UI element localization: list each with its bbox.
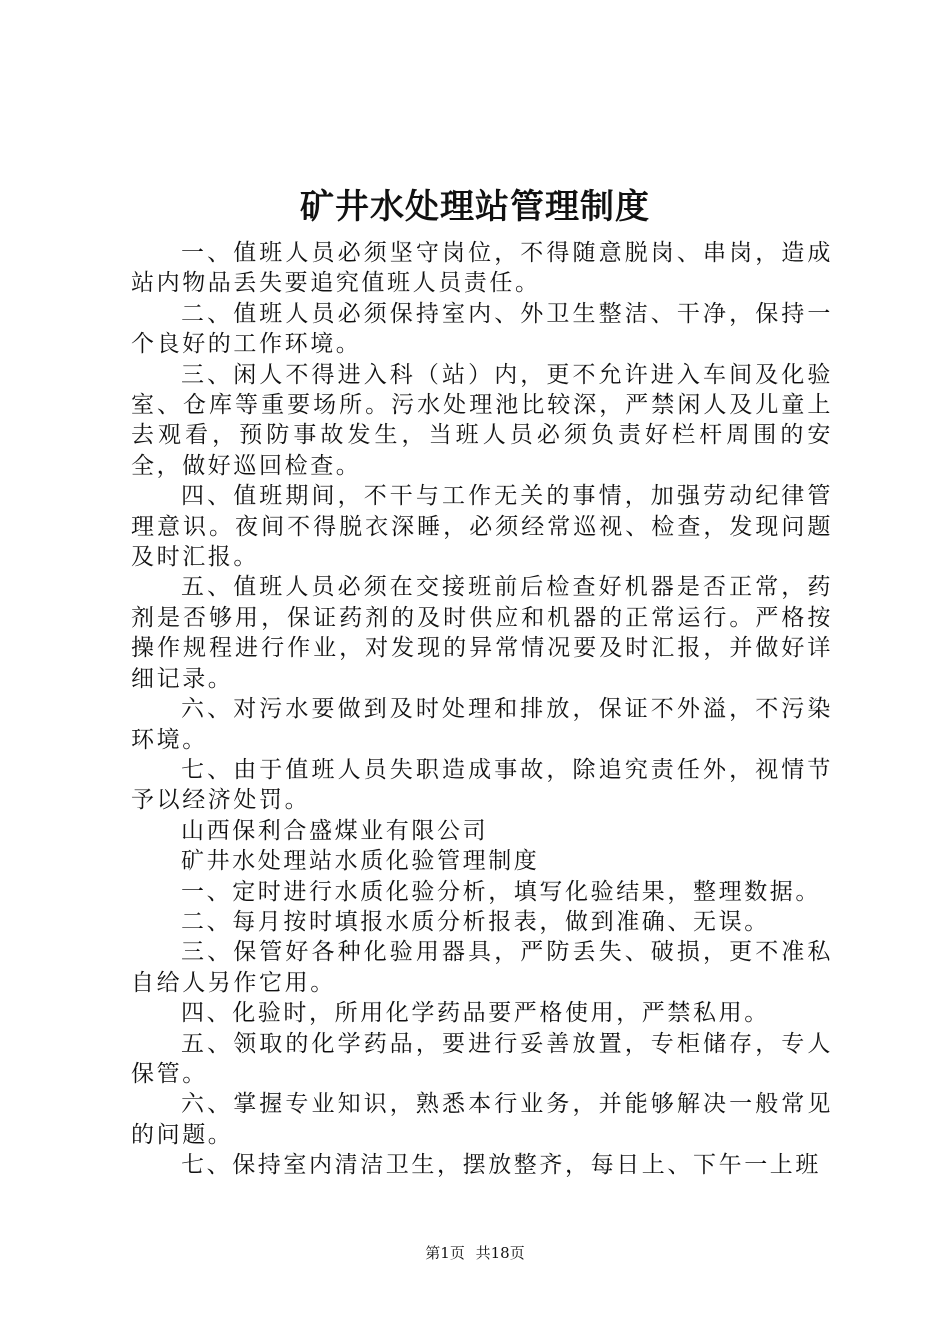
paragraph-12: 五、领取的化学药品，要进行妥善放置，专柜储存，专人保管。: [131, 1030, 833, 1087]
section-heading: 矿井水处理站水质化验管理制度: [181, 848, 540, 875]
document-body: [131, 238, 833, 1181]
paragraph-2: 二、值班人员必须保持室内、外卫生整洁、干净，保持一个良好的工作环境。: [131, 300, 833, 358]
paragraph-11: 四、化验时，所用化学药品要严格使用，严禁私用。: [181, 1000, 770, 1027]
paragraph-13: 六、掌握专业知识，熟悉本行业务，并能够解决一般常见的问题。: [131, 1091, 833, 1148]
paragraph-3: 三、闲人不得进入科（站）内，更不允许进入车间及化验室、仓库等重要场所。污水处理池比较深，严禁闲人及儿童上去观看，预防事故发生，当班人员必须负责好栏杆周围的安全，做好巡回检查。: [131, 361, 833, 479]
paragraph-7: 七、由于值班人员失职造成事故，除追究责任外，视情节予以经济处罚。: [131, 756, 833, 814]
paragraph-9: 二、每月按时填报水质分析报表，做到准确、无误。: [181, 908, 770, 935]
paragraph-8: 一、定时进行水质化验分析，填写化验结果，整理数据。: [181, 878, 821, 905]
paragraph-5: 五、值班人员必须在交接班前后检查好机器是否正常，药剂是否够用，保证药剂的及时供应和机器的正常运行。严格按操作规程进行作业，对发现的异常情况要及时汇报，并做好详细记录。: [131, 574, 833, 692]
page-number-current: 第1页: [425, 1244, 465, 1262]
paragraph-14: 七、保持室内清洁卫生，摆放整齐，每日上、下午一上班: [181, 1152, 821, 1179]
document-title: 矿井水处理站管理制度: [300, 187, 650, 227]
paragraph-4: 四、值班期间，不干与工作无关的事情，加强劳动纪律管理意识。夜间不得脱衣深睡，必须经常巡视、检查，发现问题及时汇报。: [131, 483, 833, 571]
paragraph-10: 三、保管好各种化验用器具，严防丢失、破损，更不准私自给人另作它用。: [131, 939, 833, 996]
paragraph-6: 六、对污水要做到及时处理和排放，保证不外溢，不污染环境。: [131, 696, 833, 753]
page-footer: [0, 1243, 950, 1263]
page-number-total: 共18页: [475, 1244, 525, 1262]
paragraph-1: 一、值班人员必须坚守岗位，不得随意脱岗、串岗，造成站内物品丢失要追究值班人员责任。: [131, 240, 833, 297]
company-name: 山西保利合盛煤业有限公司: [181, 817, 489, 844]
